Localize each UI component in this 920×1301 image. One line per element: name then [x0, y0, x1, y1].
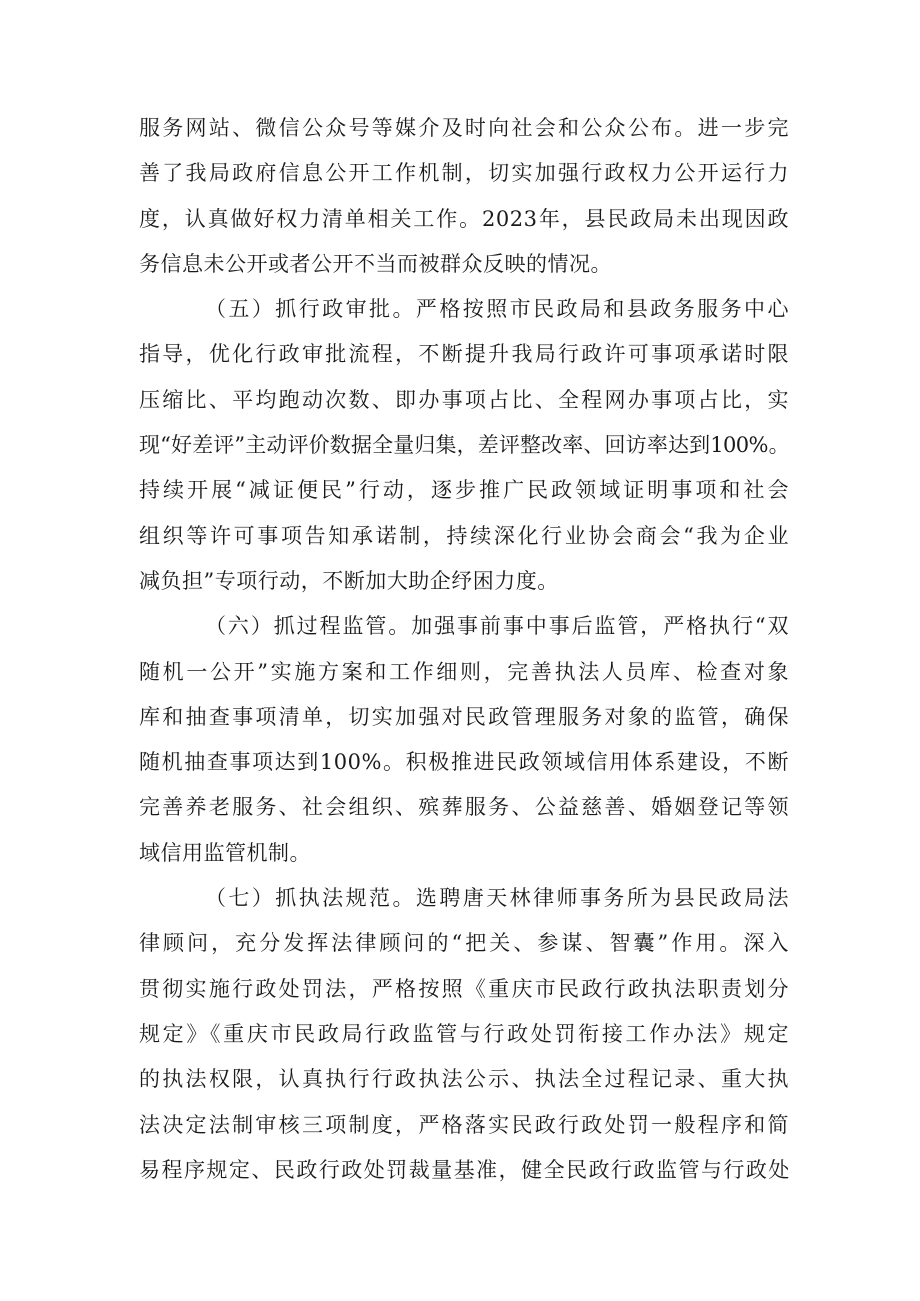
text-line: 随机一公开”实施方案和工作细则，完善执法人员库、检查对象 — [139, 659, 789, 684]
text-line: 减负担”专项行动，不断加大助企纾困力度。 — [139, 568, 559, 593]
document-body — [139, 106, 789, 1193]
text-line: 规定》《重庆市民政局行政监管与行政处罚衔接工作办法》规定 — [139, 1021, 789, 1046]
text-line: 易程序规定、民政行政处罚裁量基准，健全民政行政监管与行政处 — [139, 1157, 789, 1182]
text-line: 库和抽查事项清单，切实加强对民政管理服务对象的监管，确保 — [139, 704, 789, 729]
paragraph-administrative-approval — [139, 287, 789, 604]
text-line: 域信用监管机制。 — [139, 840, 311, 865]
paragraph-law-enforcement — [139, 876, 789, 1193]
text-line: （七）抓执法规范。选聘唐天林律师事务所为县民政局法 — [205, 886, 789, 911]
text-line: （五）抓行政审批。严格按照市民政局和县政务服务中心 — [205, 297, 789, 322]
text-line: 服务网站、微信公众号等媒介及时向社会和公众公布。进一步完 — [139, 116, 789, 140]
text-line: （六）抓过程监管。加强事前事中事后监管，严格执行“双 — [205, 614, 789, 639]
text-line: 务信息未公开或者公开不当而被群众反映的情况。 — [139, 251, 612, 276]
text-line: 法决定法制审核三项制度，严格落实民政行政处罚一般程序和简 — [139, 1112, 789, 1137]
text-line: 律顾问，充分发挥法律顾问的“把关、参谋、智囊”作用。深入 — [139, 931, 789, 956]
text-line: 现“好差评”主动评价数据全量归集，差评整改率、回访率达到100%。 — [139, 433, 789, 458]
text-line: 度，认真做好权力清单相关工作。2023年，县民政局未出现因政 — [139, 206, 789, 231]
text-line: 压缩比、平均跑动次数、即办事项占比、全程网办事项占比，实 — [139, 387, 789, 412]
text-line: 贯彻实施行政处罚法，严格按照《重庆市民政行政执法职责划分 — [139, 976, 789, 1001]
text-line: 组织等许可事项告知承诺制，持续深化行业协会商会“我为企业 — [139, 523, 789, 548]
paragraph-process-supervision — [139, 604, 789, 876]
text-line: 随机抽查事项达到100%。积极推进民政领域信用体系建设，不断 — [139, 750, 789, 775]
text-line: 善了我局政府信息公开工作机制，切实加强行政权力公开运行力 — [139, 161, 789, 186]
text-line: 持续开展“减证便民”行动，逐步推广民政领域证明事项和社会 — [139, 478, 789, 503]
paragraph-publicity — [139, 106, 789, 287]
text-line: 指导，优化行政审批流程，不断提升我局行政许可事项承诺时限 — [139, 342, 789, 367]
text-line: 的执法权限，认真执行行政执法公示、执法全过程记录、重大执 — [139, 1067, 789, 1092]
text-line: 完善养老服务、社会组织、殡葬服务、公益慈善、婚姻登记等领 — [139, 795, 789, 820]
